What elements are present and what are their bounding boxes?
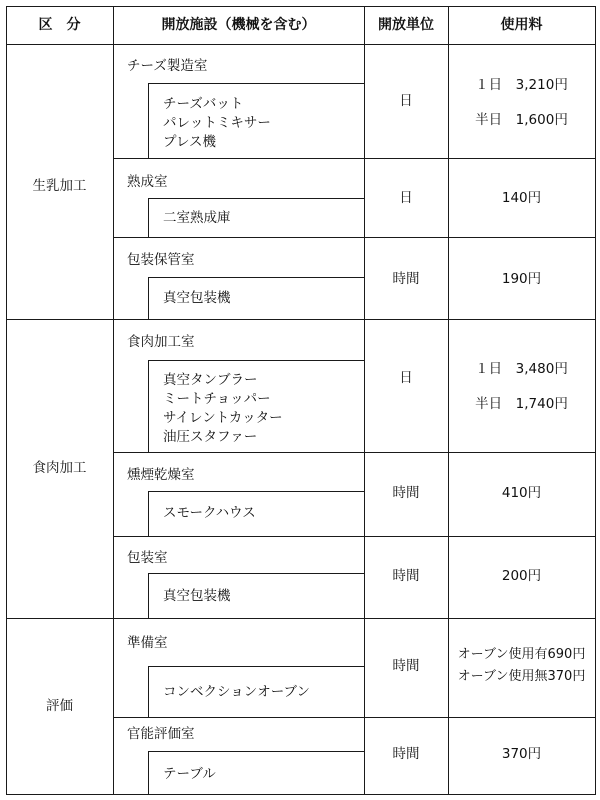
open-unit: 時間 (392, 658, 420, 674)
fee-value: 200円 (501, 568, 542, 584)
header-category: 区 分 (38, 17, 81, 33)
room-name: 熟成室 (127, 174, 168, 190)
category-name: 食肉加工 (32, 460, 87, 476)
header-unit: 開放単位 (378, 17, 434, 33)
column-divider (364, 6, 365, 795)
equipment-item: 油圧スタファー (163, 429, 258, 445)
fee-table (6, 6, 596, 795)
table-border-bottom (6, 794, 596, 795)
equipment-bracket-side (148, 573, 149, 619)
table-border-left (6, 6, 7, 795)
equipment-bracket-side (148, 666, 149, 718)
equipment-item: 真空包装機 (163, 588, 231, 604)
row-divider (113, 452, 596, 453)
room-name: 包装保管室 (127, 252, 195, 268)
open-unit: 時間 (392, 271, 420, 287)
equipment-item: サイレントカッター (163, 410, 283, 426)
equipment-bracket-side (148, 83, 149, 159)
open-unit: 時間 (392, 568, 420, 584)
column-divider (113, 6, 114, 795)
open-unit: 日 (399, 370, 413, 386)
open-unit: 時間 (392, 485, 420, 501)
header-facility: 開放施設（機械を含む） (161, 17, 316, 33)
fee-value: オーブン使用無370円 (457, 669, 586, 684)
room-name: 官能評価室 (127, 726, 195, 742)
table-border-top (6, 6, 596, 7)
open-unit: 日 (399, 190, 413, 206)
row-divider (113, 158, 596, 159)
fee-value: 140円 (501, 190, 542, 206)
open-unit: 日 (399, 93, 413, 109)
equipment-bracket-side (148, 360, 149, 453)
equipment-bracket-top (148, 666, 365, 667)
fee-value: 半日 1,740円 (475, 396, 568, 412)
equipment-bracket-side (148, 751, 149, 795)
equipment-item: チーズバット (163, 96, 244, 112)
equipment-item: スモークハウス (163, 505, 256, 521)
room-name: チーズ製造室 (127, 58, 208, 74)
equipment-bracket-top (148, 277, 365, 278)
table-border-right (595, 6, 596, 795)
equipment-bracket-top (148, 360, 365, 361)
category-name: 生乳加工 (32, 178, 87, 194)
fee-value: 410円 (501, 485, 542, 501)
fee-value: １日 3,480円 (475, 361, 568, 377)
category-name: 評価 (46, 698, 73, 714)
fee-value: 半日 1,600円 (475, 112, 568, 128)
room-name: 燻煙乾燥室 (127, 467, 195, 483)
room-name: 包装室 (127, 550, 168, 566)
equipment-bracket-top (148, 198, 365, 199)
equipment-bracket-top (148, 573, 365, 574)
equipment-item: 二室熟成庫 (163, 210, 231, 226)
room-name: 準備室 (127, 635, 168, 651)
equipment-item: プレス機 (163, 134, 217, 150)
category-divider (6, 618, 596, 619)
row-divider (113, 536, 596, 537)
fee-value: 370円 (501, 746, 542, 762)
equipment-bracket-side (148, 198, 149, 238)
fee-value: １日 3,210円 (475, 77, 568, 93)
equipment-list (163, 371, 283, 447)
header-divider (6, 44, 596, 45)
equipment-list (163, 95, 271, 152)
equipment-bracket-side (148, 491, 149, 537)
equipment-item: ミートチョッパー (163, 391, 271, 407)
equipment-bracket-top (148, 491, 365, 492)
room-name: 食肉加工室 (127, 334, 195, 350)
row-divider (113, 237, 596, 238)
equipment-bracket-top (148, 751, 365, 752)
fee-value: 190円 (501, 271, 542, 287)
equipment-item: 真空包装機 (163, 290, 231, 306)
equipment-bracket-side (148, 277, 149, 320)
equipment-item: パレットミキサー (163, 115, 271, 131)
header-fee: 使用料 (500, 17, 543, 33)
equipment-item: コンベクションオーブン (163, 684, 311, 700)
fee-value: オーブン使用有690円 (457, 647, 586, 662)
row-divider (113, 717, 596, 718)
category-divider (6, 319, 596, 320)
open-unit: 時間 (392, 746, 420, 762)
equipment-item: 真空タンブラー (163, 372, 258, 388)
equipment-bracket-top (148, 83, 365, 84)
equipment-item: テーブル (163, 766, 216, 782)
